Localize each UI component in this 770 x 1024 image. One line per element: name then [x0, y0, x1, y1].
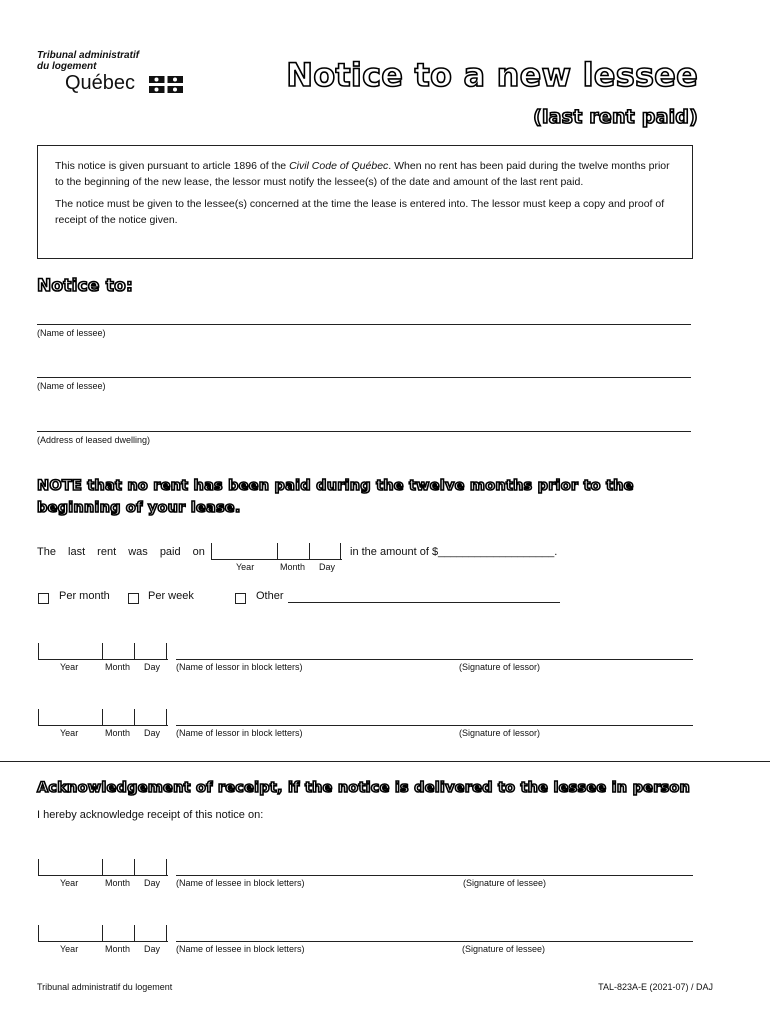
ack-2-month-caption: Month [105, 944, 131, 954]
other-specify-field[interactable] [288, 602, 560, 603]
intro-text-1: This notice is given pursuant to article 1896 of the [55, 160, 290, 172]
other-checkbox[interactable] [235, 593, 246, 604]
intro-paragraph-2: The notice must be given to the lessee(s) concerned at the time the lease is entered into. The lessor must keep a copy and proof of receipt of the notice given. [55, 198, 665, 226]
dwelling-address-caption: (Address of leased dwelling) [37, 435, 151, 445]
civil-code-reference: Civil Code of Québec [289, 160, 389, 172]
ack-1-name-caption: (Name of lessee in block letters) [176, 878, 305, 888]
lessee-name-1-field[interactable] [37, 324, 691, 325]
ack-2-signature-caption: (Signature of lessee) [462, 944, 546, 954]
page-title: Notice to a new lessee [286, 56, 698, 94]
ack-2-day-caption: Day [144, 944, 161, 954]
section-divider [0, 761, 770, 762]
dwelling-address-field[interactable] [37, 431, 691, 432]
lessor-1-month-caption: Month [105, 662, 131, 672]
per-month-label: Per month [59, 590, 110, 602]
ack-1-date-field[interactable] [38, 857, 168, 876]
ack-1-day-caption: Day [144, 878, 161, 888]
note-heading: NOTE that no rent has been paid during the twelve months prior to the beginning of your lease. [37, 478, 634, 516]
ack-2-year-caption: Year [60, 944, 79, 954]
lessor-2-name-caption: (Name of lessor in block letters) [176, 728, 303, 738]
ack-1-year-caption: Year [60, 878, 79, 888]
footer-form-code: TAL-823A-E (2021-07) / DAJ [598, 982, 713, 992]
per-week-label: Per week [148, 590, 194, 602]
ack-2-name-signature-field[interactable] [176, 941, 693, 942]
org-name-line2: du logement [37, 61, 97, 72]
per-week-checkbox[interactable] [128, 593, 139, 604]
lessor-2-day-caption: Day [144, 728, 161, 738]
fleur-de-lis-flag-icon [149, 76, 183, 93]
lessor-2-signature-caption: (Signature of lessor) [459, 728, 541, 738]
ack-2-name-caption: (Name of lessee in block letters) [176, 944, 305, 954]
ack-1-month-caption: Month [105, 878, 131, 888]
intro-box [37, 145, 693, 259]
lessor-2-month-caption: Month [105, 728, 131, 738]
last-rent-month-caption: Month [280, 562, 306, 572]
rent-amount-field[interactable]: in the amount of $___________________. [350, 546, 558, 558]
lessor-2-date-field[interactable] [38, 707, 168, 726]
per-month-checkbox[interactable] [38, 593, 49, 604]
lessor-1-signature-caption: (Signature of lessor) [459, 662, 541, 672]
ack-text: I hereby acknowledge receipt of this notice on: [37, 809, 264, 821]
last-rent-day-caption: Day [319, 562, 336, 572]
last-rent-label: The last rent was paid on [37, 546, 205, 558]
intro-paragraph-1 [55, 158, 676, 190]
page-subtitle: (last rent paid) [533, 106, 698, 128]
lessor-2-year-caption: Year [60, 728, 79, 738]
org-logo [37, 50, 197, 98]
intro-text-2: . When no rent has been paid during the twelve months prior to the beginning of the new lease, the lessor must notify the lessee(s) of the date and amount of the last rent paid. [55, 160, 670, 188]
lessor-1-name-caption: (Name of lessor in block letters) [176, 662, 303, 672]
ack-heading: Acknowledgement of receipt, if the notice is delivered to the lessee in person [37, 780, 691, 796]
ack-2-date-field[interactable] [38, 923, 168, 942]
lessor-1-date-field[interactable] [38, 641, 168, 660]
notice-to-heading: Notice to: [37, 276, 133, 296]
last-rent-date-field[interactable] [211, 541, 342, 560]
lessee-name-2-field[interactable] [37, 377, 691, 378]
other-label: Other [256, 590, 284, 602]
org-name-line1: Tribunal administratif [37, 50, 140, 61]
quebec-wordmark: Québec [65, 72, 136, 94]
lessor-1-year-caption: Year [60, 662, 79, 672]
lessee-name-2-caption: (Name of lessee) [37, 381, 106, 391]
lessor-1-day-caption: Day [144, 662, 161, 672]
ack-1-signature-caption: (Signature of lessee) [463, 878, 547, 888]
lessor-2-name-signature-field[interactable] [176, 725, 693, 726]
footer-org: Tribunal administratif du logement [37, 982, 173, 992]
ack-1-name-signature-field[interactable] [176, 875, 693, 876]
last-rent-year-caption: Year [236, 562, 255, 572]
lessor-1-name-signature-field[interactable] [176, 659, 693, 660]
lessee-name-1-caption: (Name of lessee) [37, 328, 106, 338]
